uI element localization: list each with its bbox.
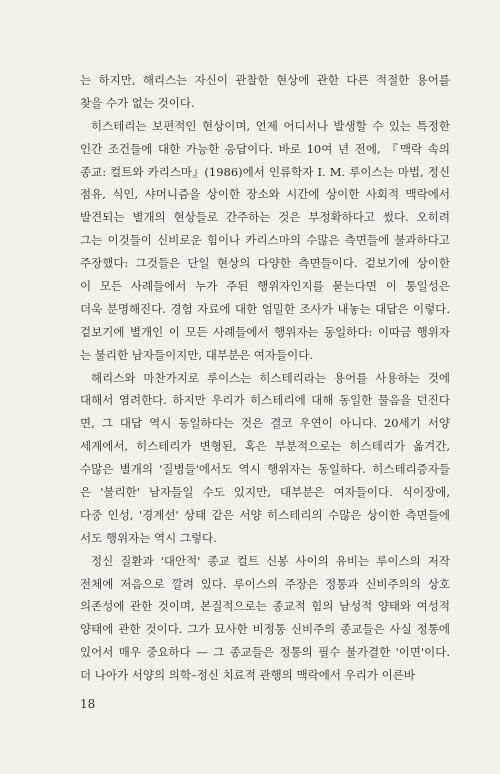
body-text [80, 69, 450, 687]
text-line: 세계에서, 히스테리가 변형된, 혹은 부분적으로는 히스테리가 옮겨간, [80, 439, 450, 454]
text-line: 면, 그 대답 역시 동일하다는 것은 결코 우연이 아니다. 20세기 서양 [80, 416, 450, 431]
text-line: 서도 행위자는 역시 그렇다. [80, 530, 217, 545]
text-line: 히스테리는 보편적인 현상이며, 언제 어디서나 발생할 수 있는 특정한 [91, 118, 450, 133]
text-line: 있어서 매우 중요하다 — 그 종교들은 정통의 필수 불가결한 '이면'이다. [80, 645, 450, 660]
text-line: 겉보기에 별개인 이 모든 사례들에서 행위자는 동일하다: 이따금 행위자 [80, 324, 450, 339]
text-line: 더욱 분명해진다. 경험 자료에 대한 엄밀한 조사가 내놓는 대답은 이렇다. [80, 301, 450, 316]
text-line: 수많은 별개의 '질병들'에서도 역시 행위자는 동일하다. 히스테리증자들 [80, 462, 450, 477]
page-number: 18 [80, 697, 96, 711]
text-line: 인간 조건들에 대한 가능한 응답이다. 바로 10여 년 전에, 『맥락 속의 [80, 141, 450, 156]
paragraph [80, 550, 450, 687]
text-line: 정신 질환과 '대안적' 종교 컬트 신봉 사이의 유비는 루이스의 저작 [91, 553, 450, 568]
text-line: 대해서 염려한다. 하지만 우리가 히스테리에 대해 동일한 물음을 던진다 [80, 393, 450, 408]
text-line: 은 '불리한' 남자들일 수도 있지만, 대부분은 여자들이다. 식이장애, [80, 485, 450, 500]
text-line: 양태에 관한 것이다. 그가 묘사한 비정통 신비주의 종교들은 사실 정통에 [80, 622, 450, 637]
text-line: 점유, 식인, 샤머니즘을 상이한 장소와 시간에 상이한 사회적 맥락에서 [80, 187, 450, 202]
text-line: 의존성에 관한 것이며, 본질적으로는 종교적 힘의 남성적 양태와 여성적 [80, 599, 450, 614]
paragraph [80, 115, 450, 367]
text-line: 는 불리한 남자들이지만, 대부분은 여자들이다. [80, 347, 314, 362]
text-line: 더 나아가 서양의 의학–정신 치료적 관행의 맥락에서 우리가 이른바 [80, 668, 415, 683]
text-line: 찾을 수가 없는 것이다. [80, 95, 195, 110]
text-line: 는 하지만, 해리스는 자신이 관찰한 현상에 관한 다른 적절한 용어를 [80, 73, 450, 87]
text-line: 발견되는 별개의 현상들로 간주하는 것은 부정확하다고 썼다. 오히려 [80, 210, 450, 225]
text-line: 전체에 저음으로 깔려 있다. 루이스의 주장은 정통과 신비주의의 상호 [80, 576, 450, 591]
text-line: 그는 이것들이 신비로운 힘이나 카리스마의 수많은 측면들에 불과하다고 [80, 233, 450, 248]
paragraph [80, 69, 450, 115]
paragraph [80, 367, 450, 550]
text-line: 이 모든 사례들에서 누가 주된 행위자인지를 묻는다면 이 통일성은 [80, 279, 450, 294]
text-line: 주장했다: 그것들은 단일 현상의 다양한 측면들이다. 겉보기에 상이한 [80, 256, 450, 271]
text-line: 다중 인성, '경계선' 상태 같은 서양 히스테리의 수많은 상이한 측면들에 [80, 507, 450, 522]
text-line: 해리스와 마찬가지로 루이스는 히스테리라는 용어를 사용하는 것에 [91, 370, 450, 385]
text-line: 종교: 컬트와 카리스마』(1986)에서 인류학자 I. M. 루이스는 마법, 정신 [80, 164, 450, 179]
